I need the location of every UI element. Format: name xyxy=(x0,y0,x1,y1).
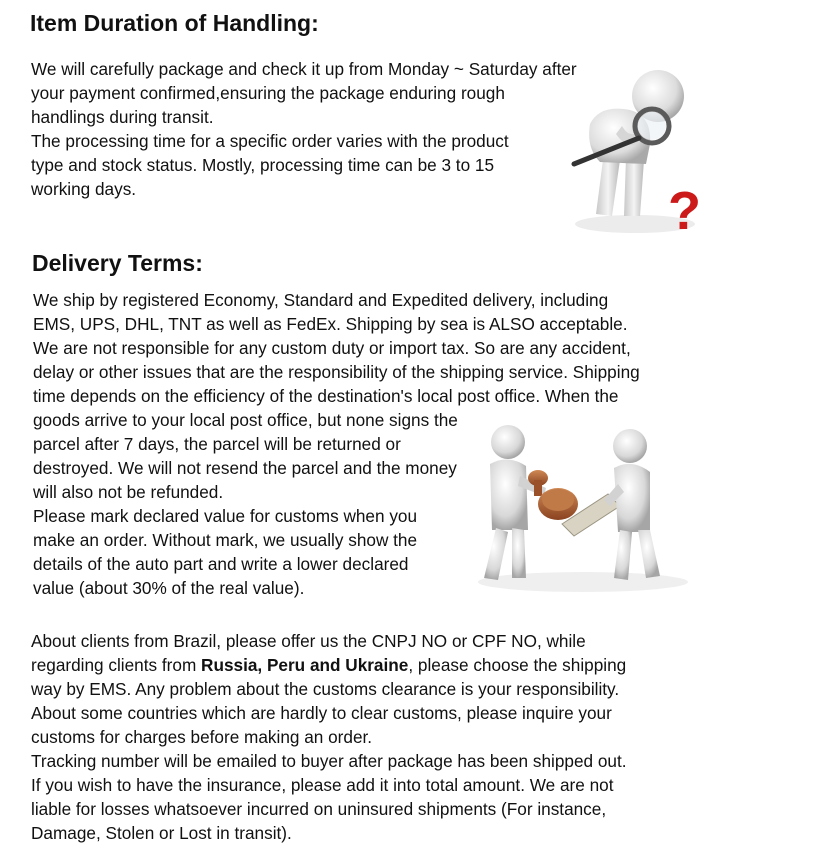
handling-line: working days. xyxy=(31,179,137,199)
brazil-line: way by EMS. Any problem about the customs clearance is your responsibility. xyxy=(31,679,620,699)
brazil-line: liable for losses whatsoever incurred on uninsured shipments (For instance, xyxy=(31,799,607,819)
brazil-line-suffix: , please choose the shipping xyxy=(408,655,627,675)
handling-line: The processing time for a specific order varies with the product xyxy=(31,131,509,151)
delivery-line: make an order. Without mark, we usually show the xyxy=(33,530,418,550)
handling-line: handlings during transit. xyxy=(31,107,214,127)
brazil-line: About clients from Brazil, please offer us the CNPJ NO or CPF NO, while xyxy=(31,631,586,651)
delivery-line: value (about 30% of the real value). xyxy=(33,578,305,598)
delivery-line: parcel after 7 days, the parcel will be returned or xyxy=(33,434,401,454)
inspector-figure-image xyxy=(560,64,710,239)
handling-line: We will carefully package and check it up from Monday ~ Saturday after xyxy=(31,59,577,79)
brazil-line: If you wish to have the insurance, please add it into total amount. We are not xyxy=(31,775,614,795)
brazil-line: Damage, Stolen or Lost in transit). xyxy=(31,823,292,843)
brazil-line-prefix: regarding clients from xyxy=(31,655,202,675)
delivery-heading: Delivery Terms: xyxy=(32,250,203,276)
handling-line: your payment confirmed,ensuring the package enduring rough xyxy=(31,83,505,103)
brazil-line: Tracking number will be emailed to buyer after package has been shipped out. xyxy=(31,751,627,771)
question-mark-icon: ? xyxy=(668,181,701,239)
delivery-line: We are not responsible for any custom duty or import tax. So are any accident, xyxy=(33,338,631,358)
delivery-line: Please mark declared value for customs when you xyxy=(33,506,418,526)
delivery-line: details of the auto part and write a lower declared xyxy=(33,554,409,574)
brazil-line: customs for charges before making an order. xyxy=(31,727,373,747)
brazil-line-bold-countries: Russia, Peru and Ukraine xyxy=(201,655,409,675)
stamp-figures-image xyxy=(468,420,698,595)
brazil-line-mixed xyxy=(31,653,626,677)
delivery-line: delay or other issues that are the responsibility of the shipping service. Shipping xyxy=(33,362,640,382)
delivery-line: destroyed. We will not resend the parcel and the money xyxy=(33,458,457,478)
handling-heading: Item Duration of Handling: xyxy=(30,10,319,36)
delivery-line: EMS, UPS, DHL, TNT as well as FedEx. Shipping by sea is ALSO acceptable. xyxy=(33,314,628,334)
delivery-line: will also not be refunded. xyxy=(33,482,224,502)
handling-line: type and stock status. Mostly, processing time can be 3 to 15 xyxy=(31,155,495,175)
delivery-line: We ship by registered Economy, Standard and Expedited delivery, including xyxy=(33,290,609,310)
delivery-line: goods arrive to your local post office, but none signs the xyxy=(33,410,458,430)
delivery-line: time depends on the efficiency of the destination's local post office. When the xyxy=(33,386,619,406)
brazil-line: About some countries which are hardly to clear customs, please inquire your xyxy=(31,703,612,723)
